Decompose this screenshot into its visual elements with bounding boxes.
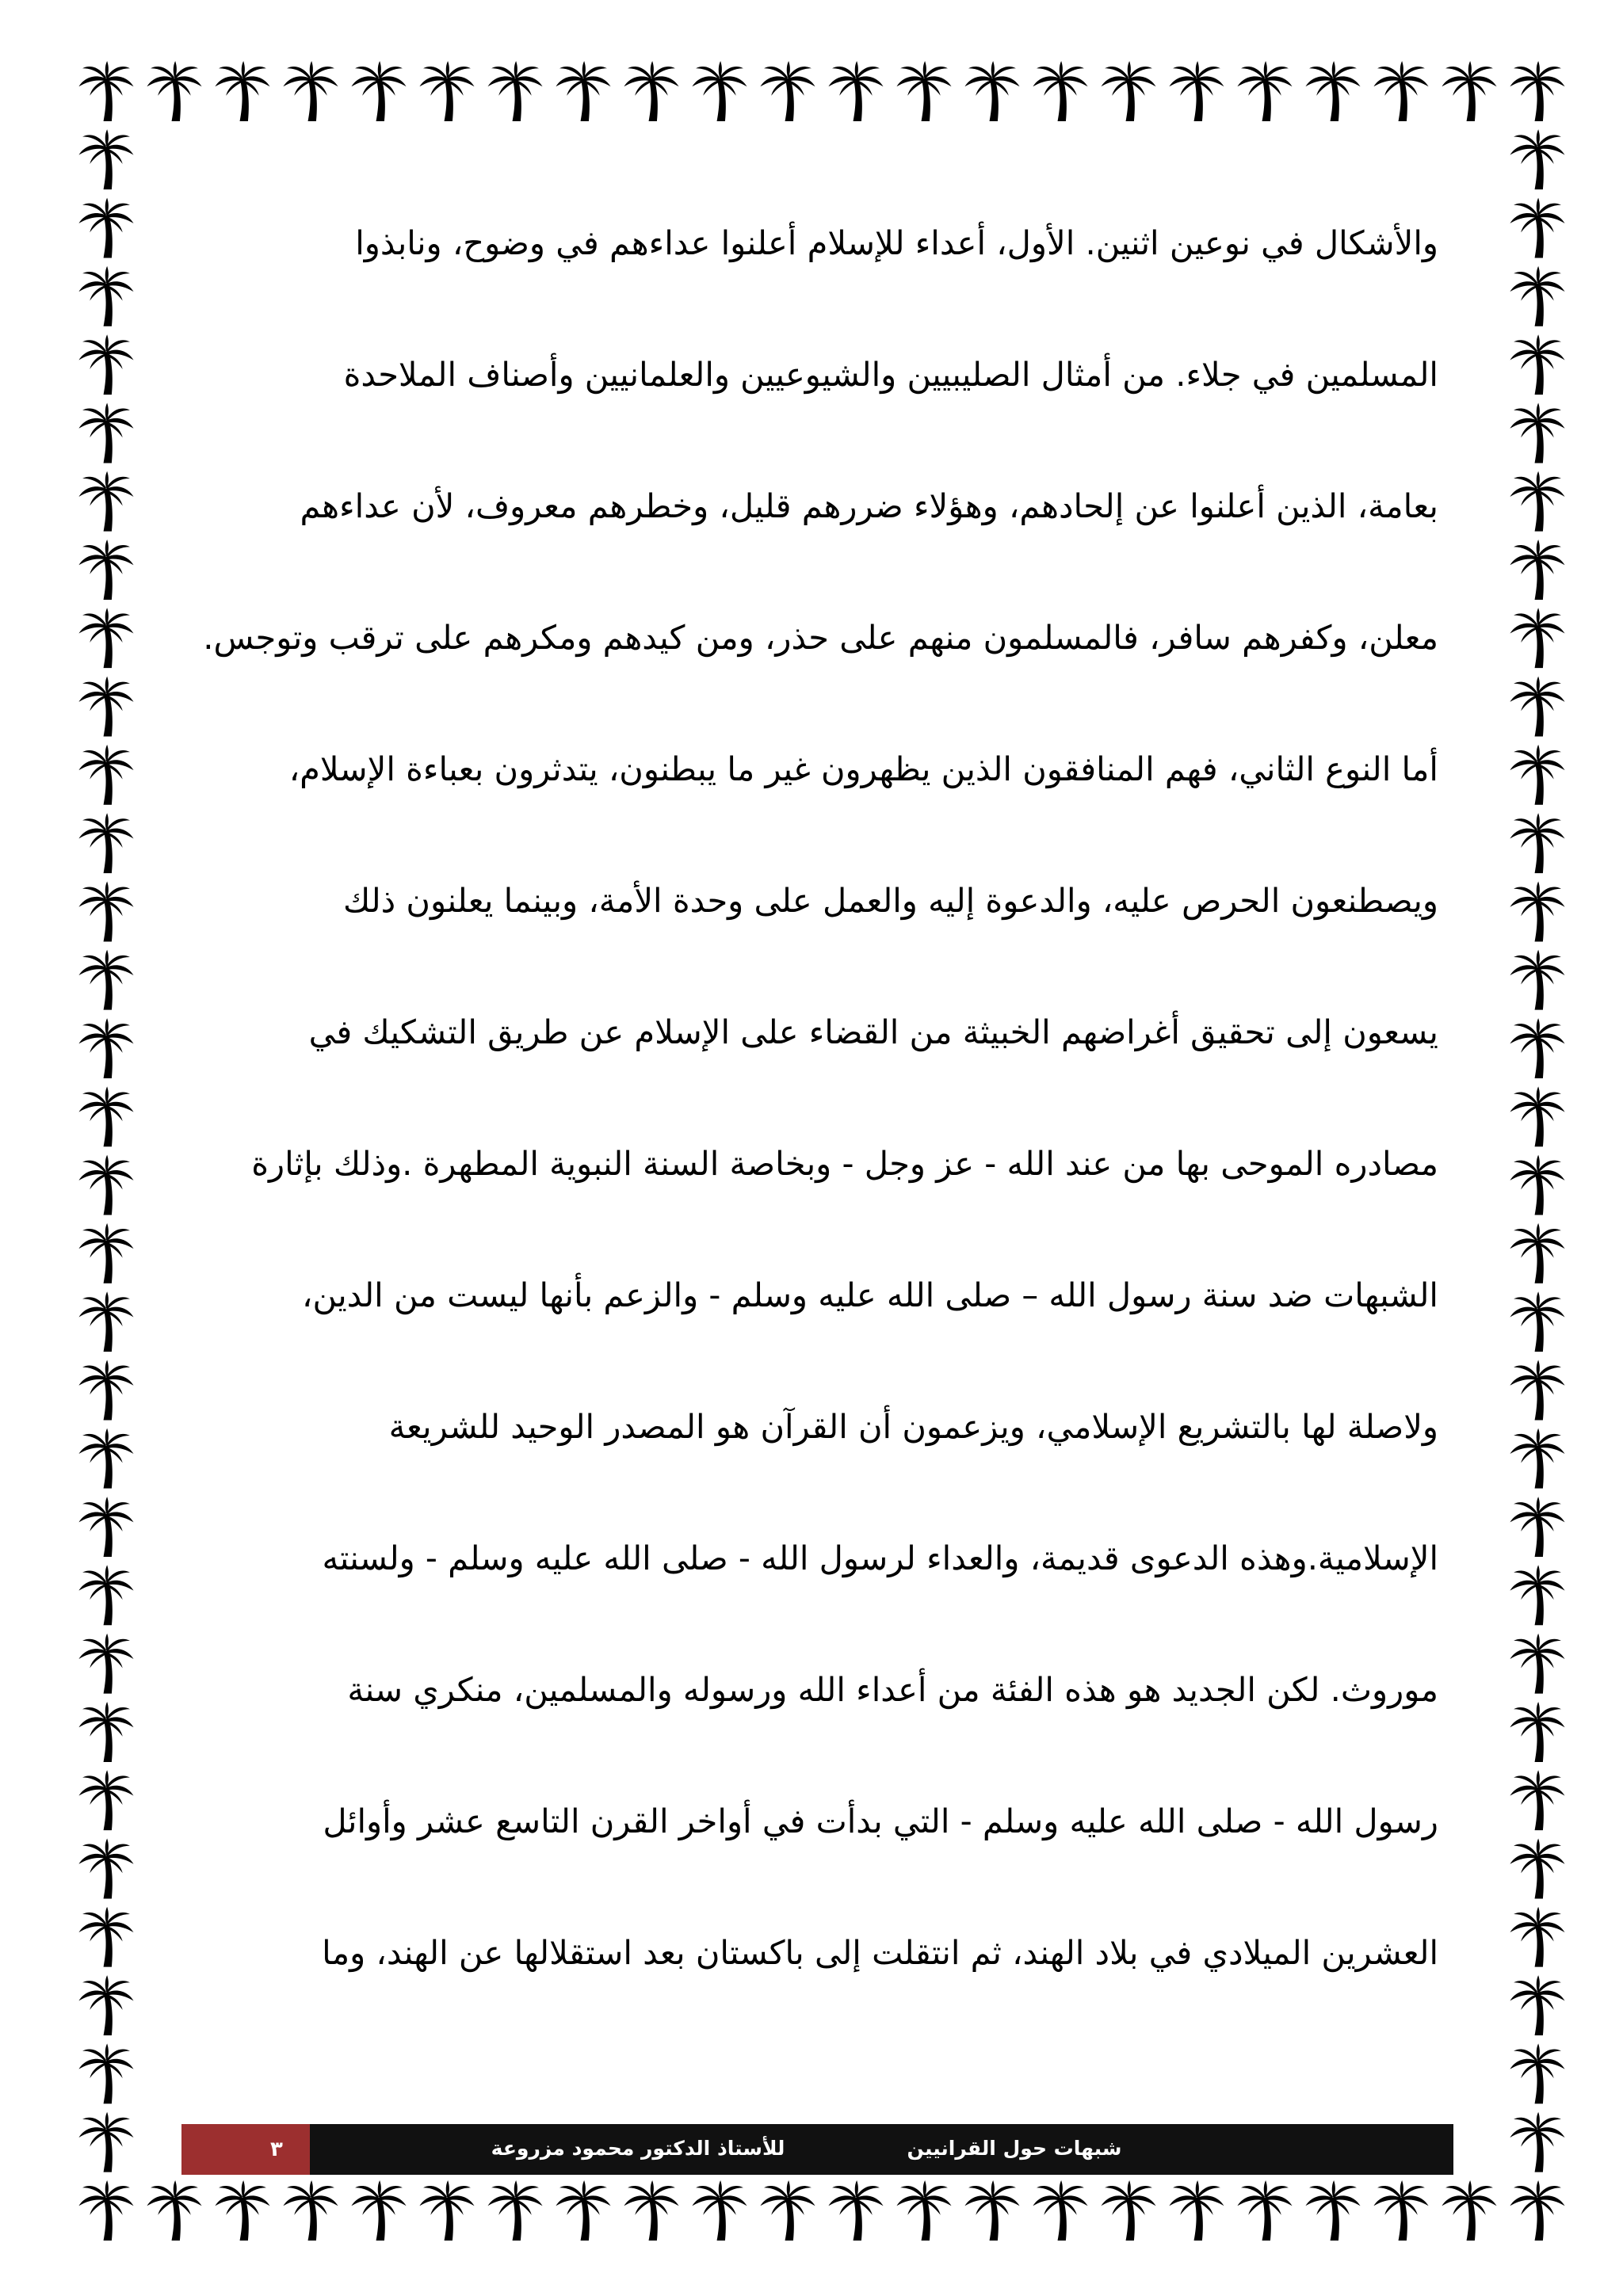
palm-tree-icon [78, 471, 133, 532]
body-text-line-content: مصادره الموحى بها من عند الله - عز وجل - وبخاصة السنة النبوية المطهرة .وذلك بإثارة [251, 1144, 1438, 1183]
palm-tree-icon [1033, 61, 1087, 121]
palm-tree-icon [419, 2180, 474, 2241]
palm-tree-icon [1510, 61, 1564, 121]
palm-tree-icon [1510, 882, 1564, 942]
palm-tree-icon [1510, 129, 1564, 189]
palm-tree-icon [1510, 2112, 1564, 2172]
body-text-line-content: الشبهات ضد سنة رسول الله – صلى الله عليه وسلم - والزعم بأنها ليست من الدين، [302, 1276, 1438, 1314]
palm-tree-icon [896, 61, 951, 121]
palm-tree-icon [147, 2180, 201, 2241]
palm-tree-icon [78, 1702, 133, 1762]
palm-tree-icon [828, 61, 883, 121]
palm-tree-icon [1510, 1497, 1564, 1557]
palm-tree-icon [78, 1497, 133, 1557]
palm-tree-icon [351, 61, 406, 121]
palm-tree-icon [78, 198, 133, 258]
body-text [198, 177, 1438, 2019]
palm-tree-icon [1373, 2180, 1428, 2241]
palm-tree-icon [78, 1565, 133, 1625]
palm-tree-icon [78, 1770, 133, 1830]
body-text-line-content: موروث. لكن الجديد هو هذه الفئة من أعداء الله ورسوله والمسلمين، منكري سنة [347, 1670, 1438, 1709]
palm-tree-icon [1510, 608, 1564, 668]
palm-tree-icon [1510, 1360, 1564, 1421]
palm-tree-icon [1510, 1018, 1564, 1078]
palm-tree-icon [78, 608, 133, 668]
palm-tree-icon [1510, 1428, 1564, 1489]
palm-tree-icon [283, 2180, 338, 2241]
body-text-line-content: يسعون إلى تحقيق أغراضهم الخبيثة من القضاء على الإسلام عن طريق التشكيك في [308, 1013, 1438, 1051]
palm-tree-icon [78, 2180, 133, 2241]
palm-tree-icon [1305, 2180, 1360, 2241]
palm-tree-icon [78, 540, 133, 600]
footer-book-title: شبهات حول القرانيين [907, 2137, 1122, 2160]
palm-tree-icon [78, 1360, 133, 1421]
palm-tree-icon [78, 950, 133, 1010]
palm-tree-icon [964, 61, 1019, 121]
palm-tree-icon [1510, 1086, 1564, 1146]
body-text-line [198, 309, 1438, 441]
palm-tree-icon [1510, 471, 1564, 532]
palm-tree-icon [1510, 1839, 1564, 1899]
palm-tree-icon [78, 1086, 133, 1146]
palm-tree-icon [1169, 61, 1224, 121]
palm-tree-icon [215, 2180, 269, 2241]
palm-tree-icon [1373, 61, 1428, 121]
palm-tree-icon [78, 2112, 133, 2172]
palm-tree-icon [1510, 1975, 1564, 2035]
body-text-line-content: بعامة، الذين أعلنوا عن إلحادهم، وهؤلاء ضررهم قليل، وخطرهم معروف، لأن عداءهم [300, 486, 1438, 525]
palm-tree-icon [78, 1291, 133, 1352]
palm-tree-icon [896, 2180, 951, 2241]
body-text-line [198, 1887, 1438, 2019]
palm-tree-icon [760, 2180, 815, 2241]
palm-tree-icon [78, 1428, 133, 1489]
palm-tree-icon [351, 2180, 406, 2241]
body-text-line [198, 1098, 1438, 1230]
palm-tree-icon [215, 61, 269, 121]
palm-tree-icon [1237, 2180, 1292, 2241]
palm-tree-icon [78, 1155, 133, 1215]
palm-tree-icon [78, 1223, 133, 1283]
body-text-line-content: والأشكال في نوعين اثنين. الأول، أعداء للإسلام أعلنوا عداءهم في وضوح، ونابذوا [355, 223, 1438, 262]
palm-tree-icon [78, 1839, 133, 1899]
palm-tree-icon [78, 745, 133, 805]
palm-tree-icon [692, 2180, 747, 2241]
palm-tree-icon [283, 61, 338, 121]
palm-tree-icon [1510, 813, 1564, 873]
palm-tree-icon [78, 1975, 133, 2035]
palm-tree-icon [1510, 1565, 1564, 1625]
palm-tree-icon [624, 61, 678, 121]
palm-tree-icon [78, 1907, 133, 1967]
palm-tree-icon [1510, 1702, 1564, 1762]
palm-tree-icon [78, 677, 133, 737]
body-text-line-content: الإسلامية.وهذه الدعوى قديمة، والعداء لرسول الله - صلى الله عليه وسلم - ولسنته [322, 1539, 1438, 1577]
palm-tree-icon [78, 129, 133, 189]
palm-tree-icon [1305, 61, 1360, 121]
palm-tree-icon [1510, 677, 1564, 737]
body-text-line [198, 1493, 1438, 1624]
body-text-line [198, 572, 1438, 704]
body-text-line [198, 1230, 1438, 1361]
body-text-line [198, 177, 1438, 309]
palm-tree-icon [1510, 1634, 1564, 1694]
palm-tree-icon [1237, 61, 1292, 121]
body-text-line [198, 441, 1438, 572]
palm-tree-icon [1169, 2180, 1224, 2241]
body-text-line-content: المسلمين في جلاء. من أمثال الصليبيين والشيوعيين والعلمانيين وأصناف الملاحدة [343, 355, 1438, 394]
palm-tree-icon [78, 2043, 133, 2103]
body-text-line-content: ويصطنعون الحرص عليه، والدعوة إليه والعمل على وحدة الأمة، وبينما يعلنون ذلك [342, 881, 1438, 920]
palm-tree-icon [1510, 1291, 1564, 1352]
palm-tree-icon [624, 2180, 678, 2241]
page-number: ٣ [270, 2138, 283, 2161]
palm-tree-icon [556, 61, 610, 121]
footer-author: للأستاذ الدكتور محمود مزروعة [491, 2137, 785, 2160]
palm-tree-icon [1101, 61, 1155, 121]
palm-tree-icon [1510, 1155, 1564, 1215]
palm-tree-icon [78, 61, 133, 121]
body-text-line-content: معلن، وكفرهم سافر، فالمسلمون منهم على حذر، ومن كيدهم ومكرهم على ترقب وتوجس. [203, 618, 1438, 657]
palm-tree-icon [487, 2180, 542, 2241]
palm-tree-icon [760, 61, 815, 121]
palm-tree-icon [556, 2180, 610, 2241]
palm-tree-icon [1442, 2180, 1496, 2241]
palm-tree-icon [78, 813, 133, 873]
palm-tree-icon [78, 882, 133, 942]
palm-tree-icon [78, 334, 133, 395]
page-number-box [181, 2124, 310, 2175]
body-text-line [198, 1361, 1438, 1493]
body-text-line [198, 1756, 1438, 1887]
palm-tree-icon [78, 1634, 133, 1694]
palm-tree-icon [1510, 540, 1564, 600]
palm-tree-icon [1510, 403, 1564, 463]
palm-tree-icon [147, 61, 201, 121]
body-text-line [198, 704, 1438, 835]
palm-tree-icon [1101, 2180, 1155, 2241]
palm-tree-icon [1510, 1223, 1564, 1283]
body-text-line-content: رسول الله - صلى الله عليه وسلم - التي بدأت في أواخر القرن التاسع عشر وأوائل [323, 1802, 1438, 1840]
palm-tree-icon [1510, 334, 1564, 395]
palm-tree-icon [1510, 745, 1564, 805]
palm-tree-icon [1510, 266, 1564, 326]
palm-tree-icon [1510, 198, 1564, 258]
body-text-line [198, 967, 1438, 1098]
page-footer [181, 2124, 1453, 2175]
body-text-line-content: أما النوع الثاني، فهم المنافقون الذين يظهرون غير ما يبطنون، يتدثرون بعباءة الإسلام، [288, 749, 1438, 788]
body-text-line-content: العشرين الميلادي في بلاد الهند، ثم انتقلت إلى باكستان بعد استقلالها عن الهند، وما [322, 1933, 1438, 1972]
palm-tree-icon [1033, 2180, 1087, 2241]
body-text-line-content: ولاصلة لها بالتشريع الإسلامي، ويزعمون أن القرآن هو المصدر الوحيد للشريعة [388, 1407, 1438, 1446]
palm-tree-icon [1510, 2180, 1564, 2241]
palm-tree-icon [419, 61, 474, 121]
palm-tree-icon [1442, 61, 1496, 121]
palm-tree-icon [692, 61, 747, 121]
palm-tree-icon [487, 61, 542, 121]
body-text-line [198, 1624, 1438, 1756]
body-text-line [198, 835, 1438, 967]
palm-tree-icon [964, 2180, 1019, 2241]
palm-tree-icon [828, 2180, 883, 2241]
palm-tree-icon [78, 266, 133, 326]
palm-tree-icon [1510, 950, 1564, 1010]
palm-tree-icon [1510, 1770, 1564, 1830]
palm-tree-icon [78, 1018, 133, 1078]
palm-tree-icon [1510, 2043, 1564, 2103]
palm-tree-icon [78, 403, 133, 463]
palm-tree-icon [1510, 1907, 1564, 1967]
